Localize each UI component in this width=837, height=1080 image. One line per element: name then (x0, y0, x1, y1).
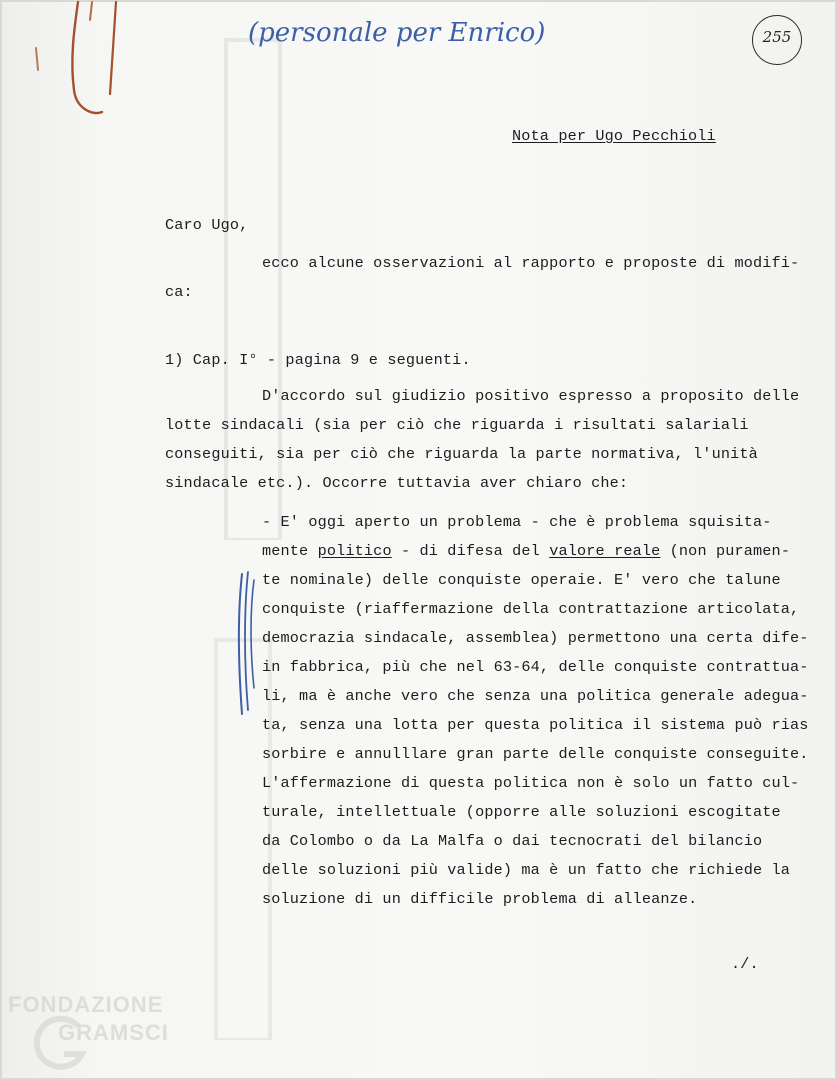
bullet-line-12: da Colombo o da La Malfa o dai tecnocrati del bilancio (262, 832, 763, 850)
continuation-mark: ./. (731, 955, 759, 973)
bullet-line-1: - E' oggi aperto un problema - che è problema squisita- (262, 513, 772, 531)
section-heading: 1) Cap. I° - pagina 9 e seguenti. (165, 351, 471, 369)
page-number-badge (752, 15, 802, 65)
paragraph-1-line-3: conseguiti, sia per ciò che riguarda la parte normativa, l'unità (165, 445, 758, 463)
archive-watermark-bottom: GRAMSCI (58, 1020, 169, 1045)
bullet-line-14: soluzione di un difficile problema di alleanze. (262, 890, 698, 908)
bullet-line-4: conquiste (riaffermazione della contrattazione articolata, (262, 600, 800, 618)
salutation: Caro Ugo, (165, 216, 249, 234)
bullet-line-2-a: mente (262, 542, 318, 560)
bullet-line-13: delle soluzioni più valide) ma è un fatto che richiede la (262, 861, 791, 879)
bullet-line-2-c: (non puramen- (660, 542, 791, 560)
bullet-line-11: turale, intellettuale (opporre alle soluzioni escogitate (262, 803, 781, 821)
emphasis-valore-reale: valore reale (549, 542, 661, 560)
bullet-line-6: in fabbrica, più che nel 63-64, delle conquiste contrattua- (262, 658, 809, 676)
bullet-line-2-b: - di difesa del (391, 542, 550, 560)
bullet-line-7: li, ma è anche vero che senza una politica generale adegua- (262, 687, 809, 705)
document-title: Nota per Ugo Pecchioli (512, 127, 716, 145)
archive-watermark-top: FONDAZIONE (8, 992, 164, 1017)
paragraph-1-line-4: sindacale etc.). Occorre tuttavia aver chiaro che: (165, 474, 629, 492)
page-number: 255 (762, 28, 792, 46)
intro-line-2: ca: (165, 283, 193, 301)
emphasis-politico: politico (317, 542, 392, 560)
bullet-line-8: ta, senza una lotta per questa politica il sistema può rias (262, 716, 809, 734)
bullet-line-9: sorbire e annulllare gran parte delle conquiste conseguite. (262, 745, 809, 763)
handwritten-note: (personale per Enrico) (248, 18, 546, 48)
intro-line-1: ecco alcune osservazioni al rapporto e proposte di modifi- (262, 254, 800, 272)
paragraph-1-line-2: lotte sindacali (sia per ciò che riguarda i risultati salariali (165, 416, 749, 434)
staple-mark (30, 0, 130, 125)
archive-logo-g (30, 1014, 90, 1074)
margin-mark (228, 570, 268, 720)
bullet-line-10: L'affermazione di questa politica non è solo un fatto cul- (262, 774, 800, 792)
bullet-line-2 (262, 542, 790, 561)
bullet-line-3: te nominale) delle conquiste operaie. E' vero che talune (262, 571, 781, 589)
bullet-line-5: democrazia sindacale, assemblea) permettono una certa dife- (262, 629, 809, 647)
paragraph-1-line-1: D'accordo sul giudizio positivo espresso a proposito delle (262, 387, 800, 405)
